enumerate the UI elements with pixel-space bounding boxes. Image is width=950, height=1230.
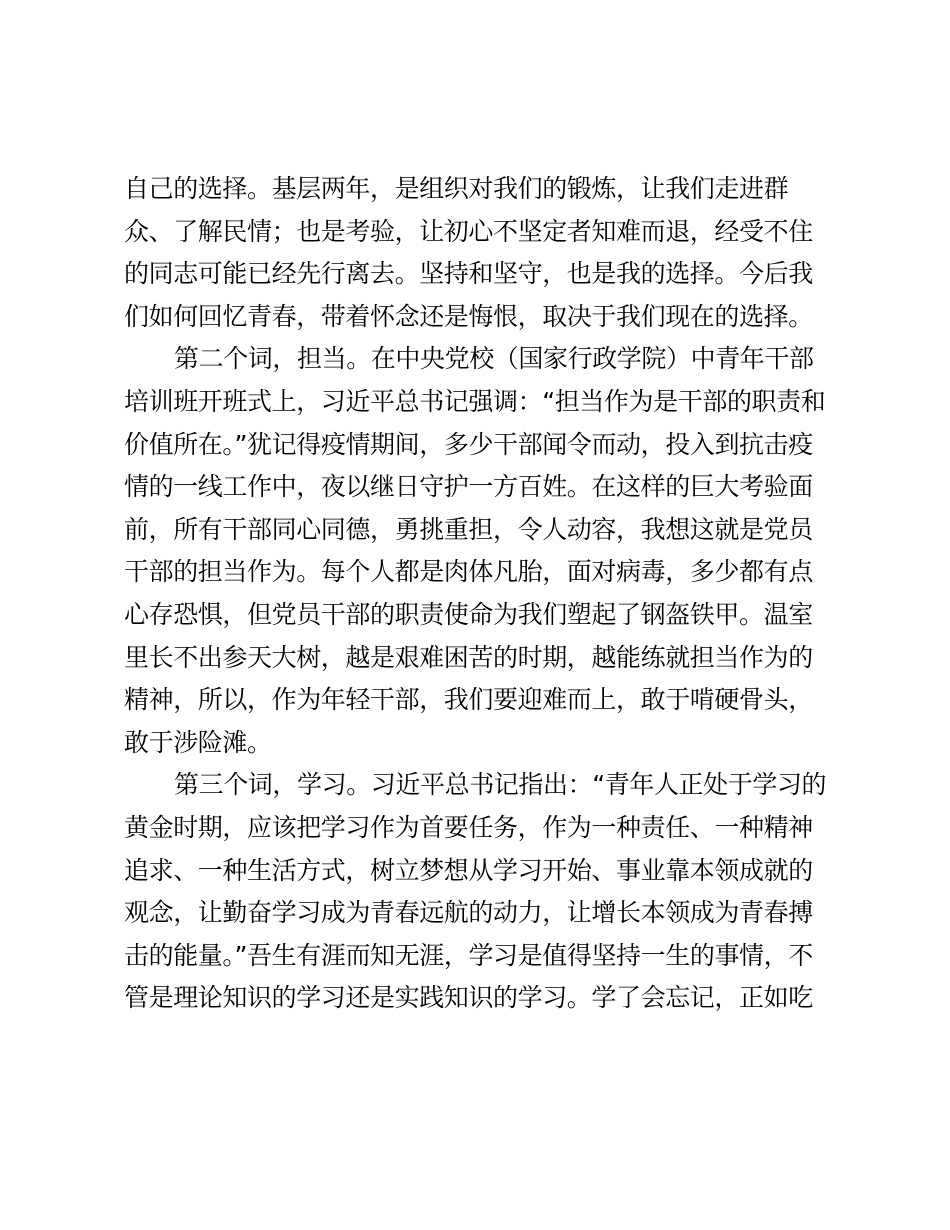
- text-line: 击的能量。”吾生有涯而知无涯，学习是值得坚持一生的事情，不: [124, 940, 813, 970]
- text-line: 价值所在。”犹记得疫情期间，多少干部闻令而动，投入到抗击疫: [124, 429, 813, 459]
- paragraph-start-line: 第二个词，担当。在中央党校（国家行政学院）中青年干部: [174, 344, 814, 374]
- text-line: 的同志可能已经先行离去。坚持和坚守，也是我的选择。今后我: [124, 259, 813, 289]
- text-line: 管是理论知识的学习还是实践知识的学习。学了会忘记，正如吃: [124, 983, 813, 1013]
- text-line: 情的一线工作中，夜以继日守护一方百姓。在这样的巨大考验面: [124, 472, 813, 502]
- body-text: [124, 168, 836, 1020]
- text-line: 黄金时期，应该把学习作为首要任务，作为一种责任、一种精神: [124, 812, 813, 842]
- text-line: 培训班开班式上，习近平总书记强调：“担当作为是干部的职责和: [124, 386, 826, 416]
- text-line: 自己的选择。基层两年，是组织对我们的锻炼，让我们走进群: [124, 174, 789, 203]
- paragraph-start-line: 第三个词，学习。习近平总书记指出：“青年人正处于学习的: [174, 770, 827, 800]
- text-line: 们如何回忆青春，带着怀念还是悔恨，取决于我们现在的选择。: [124, 301, 813, 331]
- text-line: 敢于涉险滩。: [124, 727, 272, 757]
- text-line: 观念，让勤奋学习成为青春远航的动力，让增长本领成为青春搏: [124, 898, 813, 928]
- text-line: 精神，所以，作为年轻干部，我们要迎难而上，敢于啃硬骨头，: [124, 685, 813, 715]
- text-line: 里长不出参天大树，越是艰难困苦的时期，越能练就担当作为的: [124, 642, 813, 672]
- text-line: 追求、一种生活方式，树立梦想从学习开始、事业靠本领成就的: [124, 855, 813, 885]
- text-line: 干部的担当作为。每个人都是肉体凡胎，面对病毒，多少都有点: [124, 557, 813, 587]
- text-line: 众、了解民情；也是考验，让初心不坚定者知难而退，经受不住: [124, 216, 813, 246]
- text-line: 前，所有干部同心同德，勇挑重担，令人动容，我想这就是党员: [124, 514, 813, 544]
- text-line: 心存恐惧，但党员干部的职责使命为我们塑起了钢盔铁甲。温室: [124, 599, 813, 629]
